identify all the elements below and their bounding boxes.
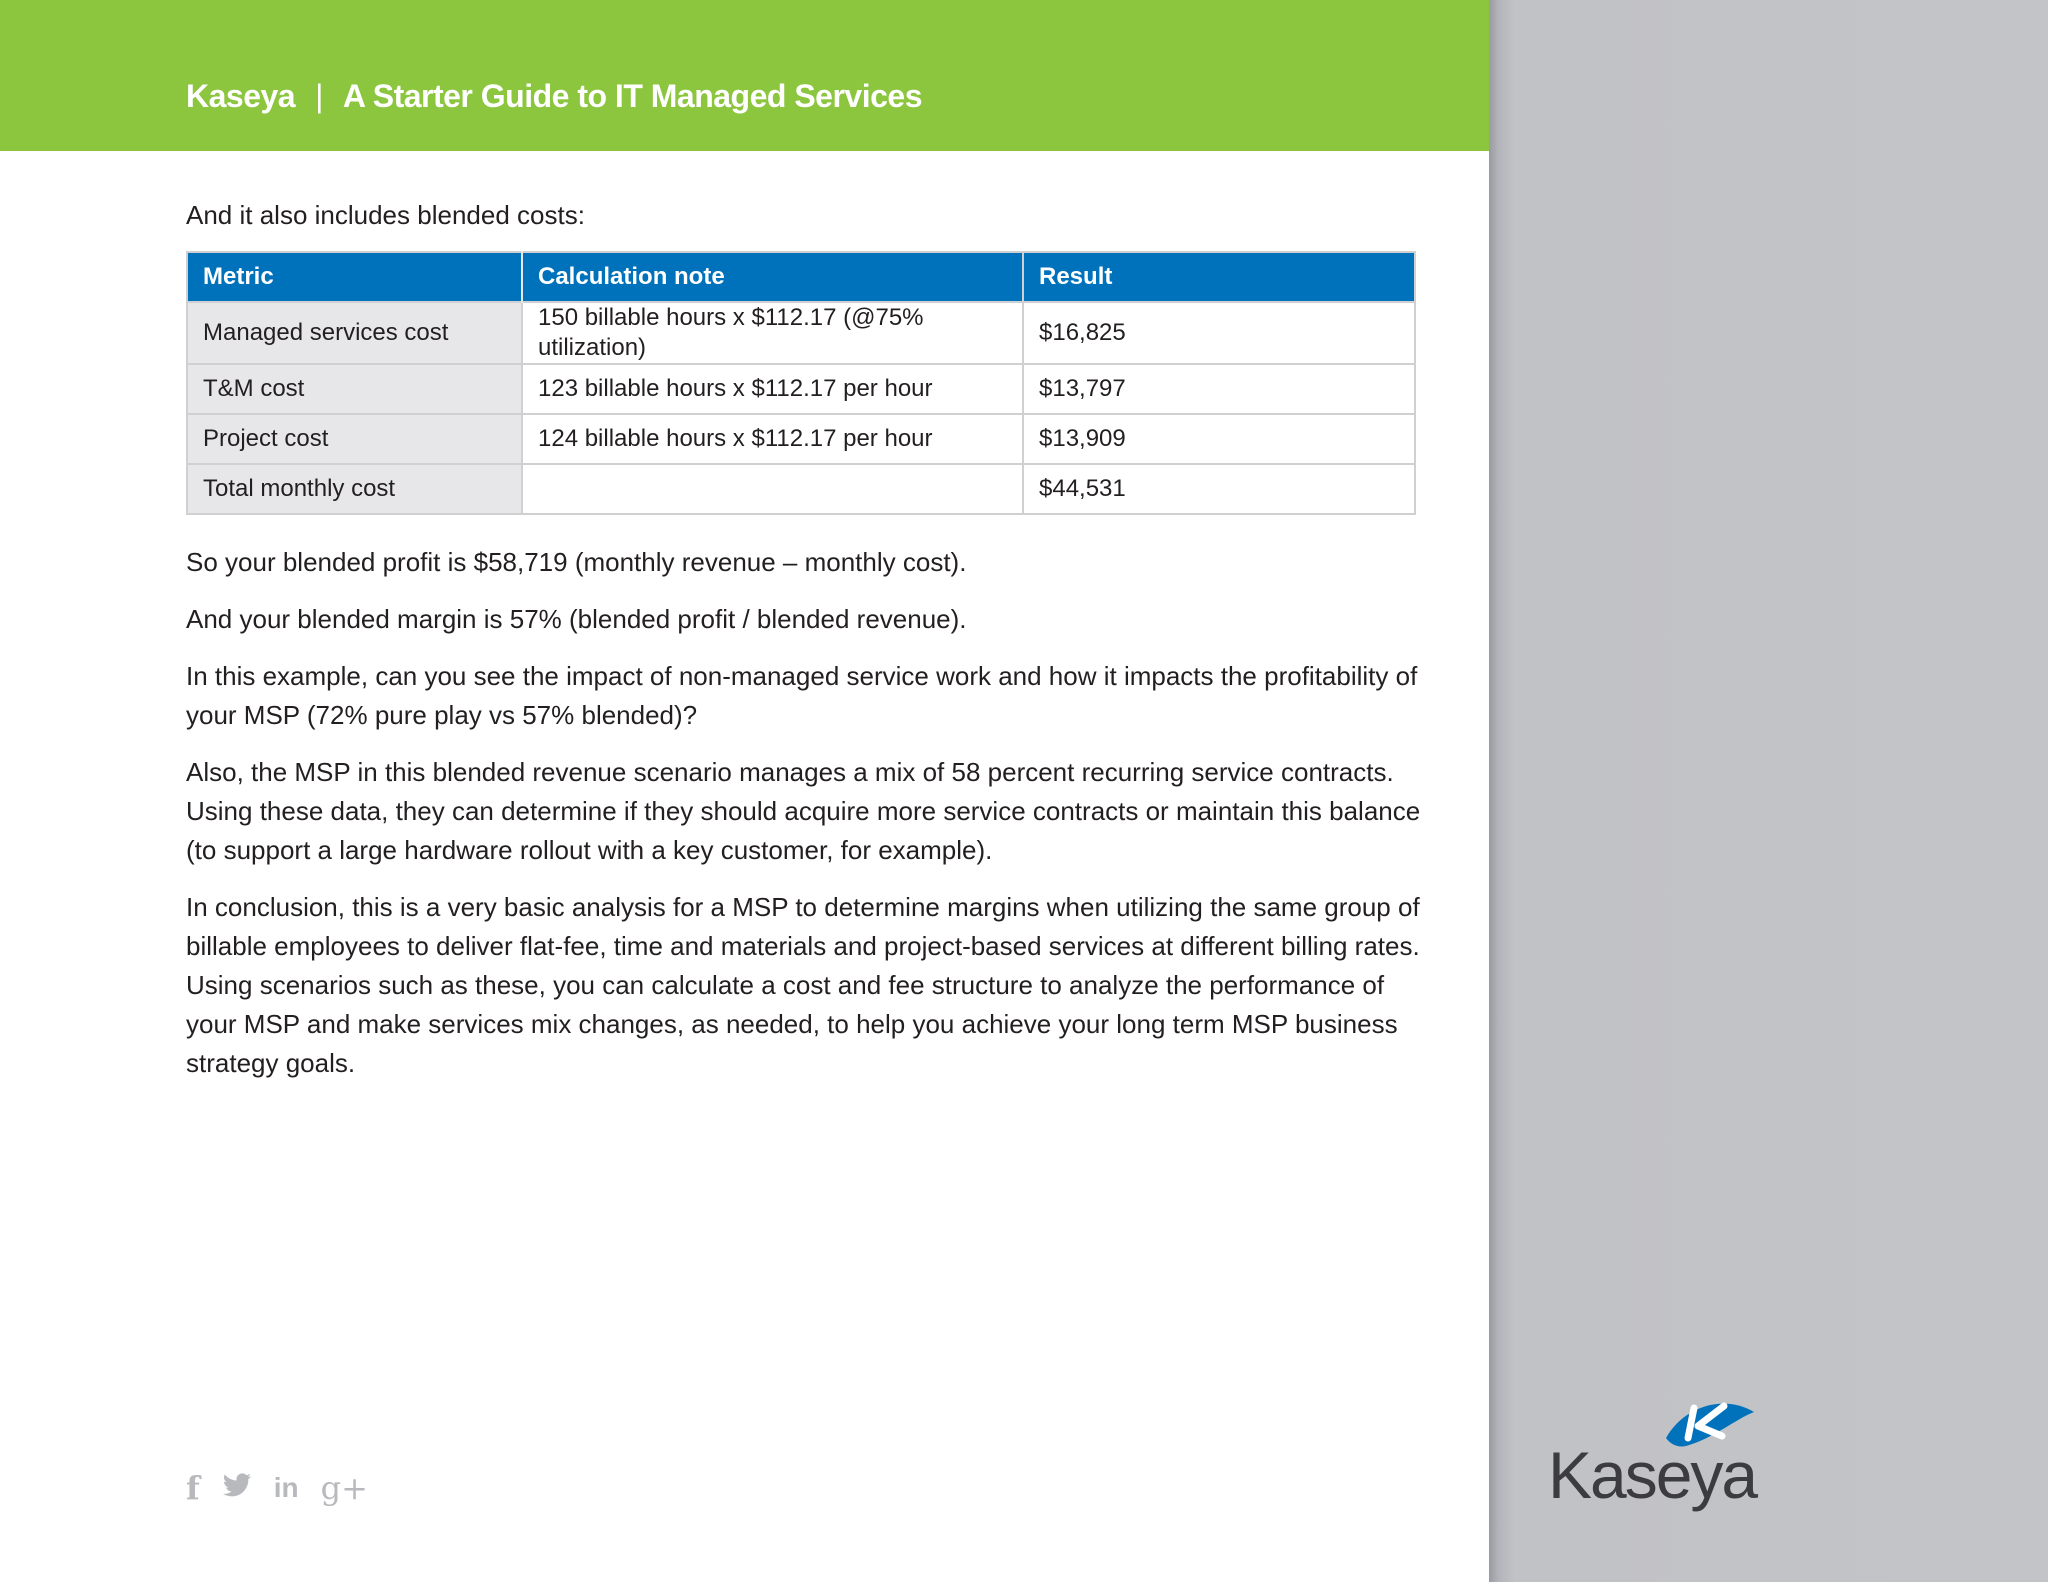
header-title-line — [186, 78, 922, 115]
header-title: A Starter Guide to IT Managed Services — [342, 78, 922, 114]
cell-result: $13,797 — [1023, 364, 1415, 414]
linkedin-icon[interactable]: in — [273, 1472, 299, 1503]
header-separator: | — [315, 78, 323, 114]
column-header-calculation-note: Calculation note — [522, 252, 1023, 302]
paragraph-service-mix: Also, the MSP in this blended revenue scenario manages a mix of 58 percent recurring service contracts. Using these data, they can determine if they should acquire more service contracts or maintain this balance (to support a large hardware rollout with a key customer, for example). — [186, 757, 1421, 865]
googleplus-icon[interactable]: g+ — [320, 1469, 368, 1507]
cell-metric: Project cost — [187, 414, 522, 464]
cell-result: $44,531 — [1023, 464, 1415, 514]
social-links — [186, 1470, 368, 1506]
column-header-metric: Metric — [187, 252, 522, 302]
cell-calculation-note: 123 billable hours x $112.17 per hour — [522, 364, 1023, 414]
kaseya-logo-wordmark: Kaseya — [1548, 1438, 1757, 1512]
twitter-icon[interactable] — [222, 1470, 252, 1506]
paragraph-conclusion: In conclusion, this is a very basic analysis for a MSP to determine margins when utilizing the same group of billable employees to deliver flat-fee, time and materials and project-based services at different billing rates. Using scenarios such as these, you can calculate a cost and fee structure to analyze the performance of your MSP and make services mix changes, as needed, to help you achieve your long term MSP business strategy goals. — [186, 892, 1420, 1078]
twitter-bird-glyph — [222, 1473, 252, 1499]
table-row — [187, 302, 1415, 364]
column-header-result: Result — [1023, 252, 1415, 302]
cell-metric: T&M cost — [187, 364, 522, 414]
table-row — [187, 464, 1415, 514]
blended-costs-table — [186, 251, 1416, 515]
table-row — [187, 364, 1415, 414]
cell-calculation-note: 150 billable hours x $112.17 (@75% utilization) — [522, 302, 1023, 364]
right-sidebar-panel — [1489, 0, 2048, 1582]
paragraph-impact: In this example, can you see the impact of non-managed service work and how it impacts the profitability of your MSP (72% pure play vs 57% blended)? — [186, 661, 1418, 730]
table-header-row — [187, 252, 1415, 302]
cell-result: $13,909 — [1023, 414, 1415, 464]
intro-text: And it also includes blended costs: — [186, 200, 585, 230]
paragraph-blended-margin: And your blended margin is 57% (blended profit / blended revenue). — [186, 604, 967, 634]
header-brand: Kaseya — [186, 78, 296, 114]
cell-result: $16,825 — [1023, 302, 1415, 364]
cell-metric: Managed services cost — [187, 302, 522, 364]
cell-calculation-note: 124 billable hours x $112.17 per hour — [522, 414, 1023, 464]
page-content — [186, 196, 1426, 1101]
kaseya-logo — [1548, 1398, 1768, 1516]
facebook-icon[interactable]: f — [186, 1469, 200, 1507]
cell-metric: Total monthly cost — [187, 464, 522, 514]
table-row — [187, 414, 1415, 464]
cell-calculation-note — [522, 464, 1023, 514]
page-header — [0, 0, 1489, 151]
paragraph-blended-profit: So your blended profit is $58,719 (monthly revenue – monthly cost). — [186, 547, 967, 577]
